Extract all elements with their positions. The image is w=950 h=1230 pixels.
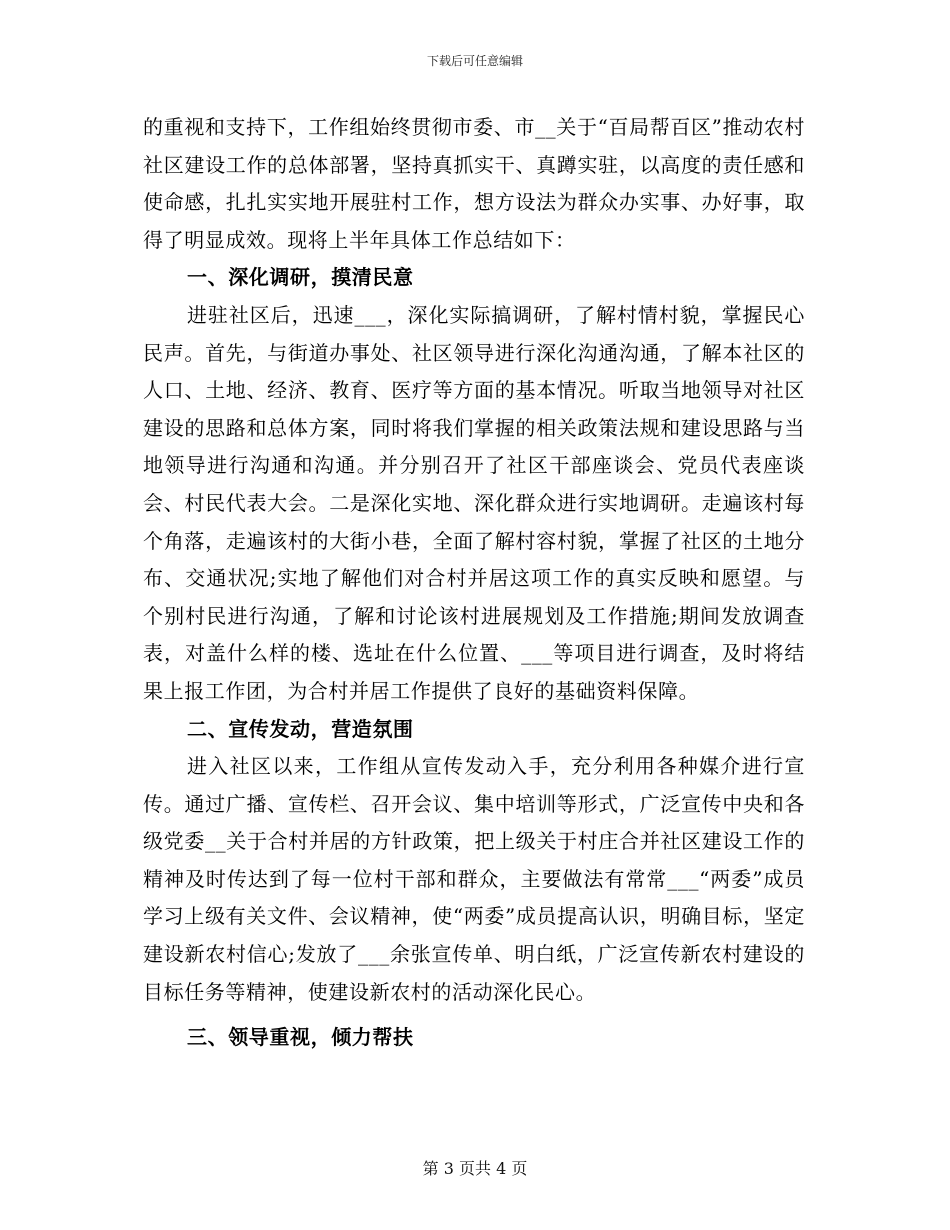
intro-paragraph: 的重视和支持下，工作组始终贯彻市委、市__关于“百局帮百区”推动农村社区建设工作的总体部署，坚持真抓实干、真蹲实驻，以高度的责任感和使命感，扎扎实实地开展驻村工作，想方设法为群众办实事、办好事，取得了明显成效。现将上半年具体工作总结如下： <box>143 115 805 252</box>
section-heading-3: 三、领导重视，倾力帮扶 <box>187 1025 414 1050</box>
section-heading-2: 二、宣传发动，营造氛围 <box>187 716 414 741</box>
section-heading-1: 一、深化调研，摸清民意 <box>187 265 414 290</box>
page-header: 下载后可任意编辑 <box>426 54 523 68</box>
section-paragraph-1: 进驻社区后，迅速___，深化实际搞调研，了解村情村貌，掌握民心民声。首先，与街道办事处、社区领导进行深化沟通沟通，了解本社区的人口、土地、经济、教育、医疗等方面的基本情况。听取当地领导对社区建设的思路和总体方案，同时将我们掌握的相关政策法规和建设思路与当地领导进行沟通和沟通。并分别召开了社区干部座谈会、党员代表座谈会、村民代表大会。二是深化实地、深化群众进行实地调研。走遍该村每个角落，走遍该村的大街小巷，全面了解村容村貌，掌握了社区的土地分布、交通状况;实地了解他们对合村并居这项工作的真实反映和愿望。与个别村民进行沟通，了解和讨论该村进展规划及工作措施;期间发放调查表，对盖什么样的楼、选址在什么位置、___等项目进行调查，及时将结果上报工作团，为合村并居工作提供了良好的基础资料保障。 <box>143 302 805 703</box>
section-paragraph-2: 进入社区以来，工作组从宣传发动入手，充分利用各种媒介进行宣传。通过广播、宣传栏、召开会议、集中培训等形式，广泛宣传中央和各级党委__关于合村并居的方针政策，把上级关于村庄合并社区建设工作的精神及时传达到了每一位村干部和群众，主要做法有常常___“两委”成员学习上级有关文件、会议精神，使“两委”成员提高认识，明确目标，坚定建设新农村信心;发放了___余张宣传单、明白纸，广泛宣传新农村建设的目标任务等精神，使建设新农村的活动深化民心。 <box>143 754 805 1004</box>
document-body <box>143 109 805 1057</box>
page-footer: 第 3 页共 4 页 <box>422 1159 528 1178</box>
